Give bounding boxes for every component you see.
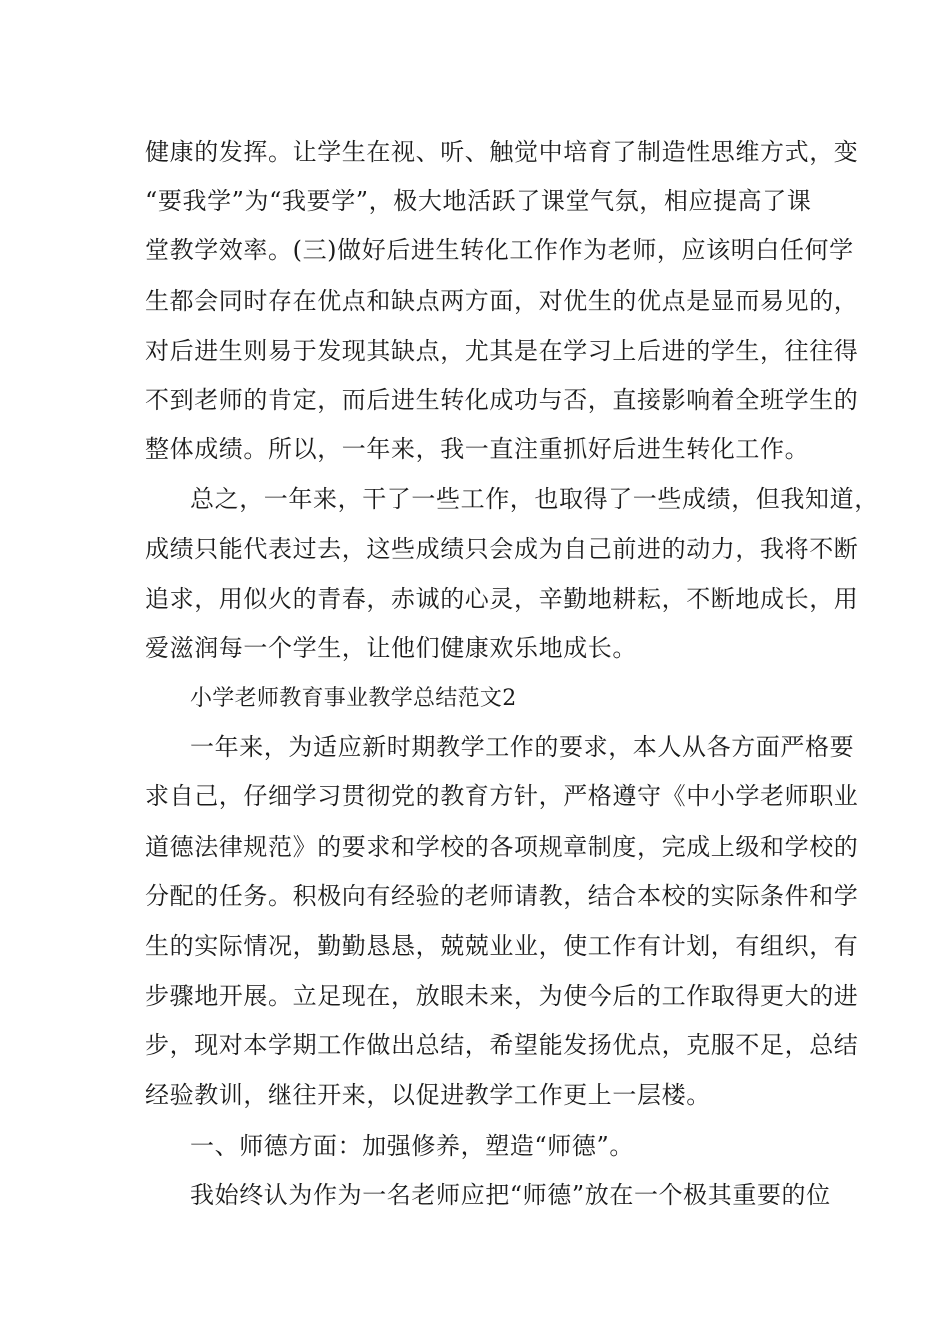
paragraph-line: 分配的任务。积极向有经验的老师请教，结合本校的实际条件和学 (145, 882, 859, 910)
paragraph-line: 步骤地开展。立足现在，放眼未来，为使今后的工作取得更大的进 (145, 982, 859, 1010)
subheading: 一、师德方面：加强修养，塑造“师德”。 (190, 1132, 634, 1160)
paragraph-line: 成绩只能代表过去，这些成绩只会成为自己前进的动力，我将不断 (145, 535, 859, 563)
paragraph-line: 步，现对本学期工作做出总结，希望能发扬优点，克服不足，总结 (145, 1031, 859, 1059)
paragraph-line: 爱滋润每一个学生，让他们健康欢乐地成长。 (145, 634, 637, 662)
paragraph-line: 整体成绩。所以，一年来，我一直注重抓好后进生转化工作。 (145, 435, 810, 463)
paragraph-line: 求自己，仔细学习贯彻党的教育方针，严格遵守《中小学老师职业 (145, 782, 859, 810)
paragraph-line: “要我学”为“我要学”，极大地活跃了课堂气氛，相应提高了课 (145, 187, 812, 215)
paragraph-line: 经验教训，继往开来，以促进教学工作更上一层楼。 (145, 1081, 711, 1109)
paragraph-line: 生的实际情况，勤勤恳恳，兢兢业业，使工作有计划，有组织，有 (145, 932, 859, 960)
paragraph-line: 堂教学效率。(三)做好后进生转化工作作为老师，应该明白任何学 (145, 236, 854, 264)
paragraph-line: 总之，一年来，干了一些工作，也取得了一些成绩，但我知道， (190, 485, 879, 513)
paragraph-line: 对后进生则易于发现其缺点，尤其是在学习上后进的学生，往往得 (145, 337, 859, 365)
paragraph-line: 追求，用似火的青春，赤诚的心灵，辛勤地耕耘，不断地成长，用 (145, 585, 859, 613)
paragraph-line: 道德法律规范》的要求和学校的各项规章制度，完成上级和学校的 (145, 833, 859, 861)
paragraph-line: 健康的发挥。让学生在视、听、触觉中培育了制造性思维方式，变 (145, 138, 859, 166)
paragraph-line: 生都会同时存在优点和缺点两方面，对优生的优点是显而易见的， (145, 287, 859, 315)
paragraph-line: 我始终认为作为一名老师应把“师德”放在一个极其重要的位 (190, 1181, 831, 1209)
section-title: 小学老师教育事业教学总结范文2 (190, 686, 517, 711)
paragraph-line: 一年来，为适应新时期教学工作的要求，本人从各方面严格要 (190, 733, 855, 761)
paragraph-line: 不到老师的肯定，而后进生转化成功与否，直接影响着全班学生的 (145, 386, 859, 414)
